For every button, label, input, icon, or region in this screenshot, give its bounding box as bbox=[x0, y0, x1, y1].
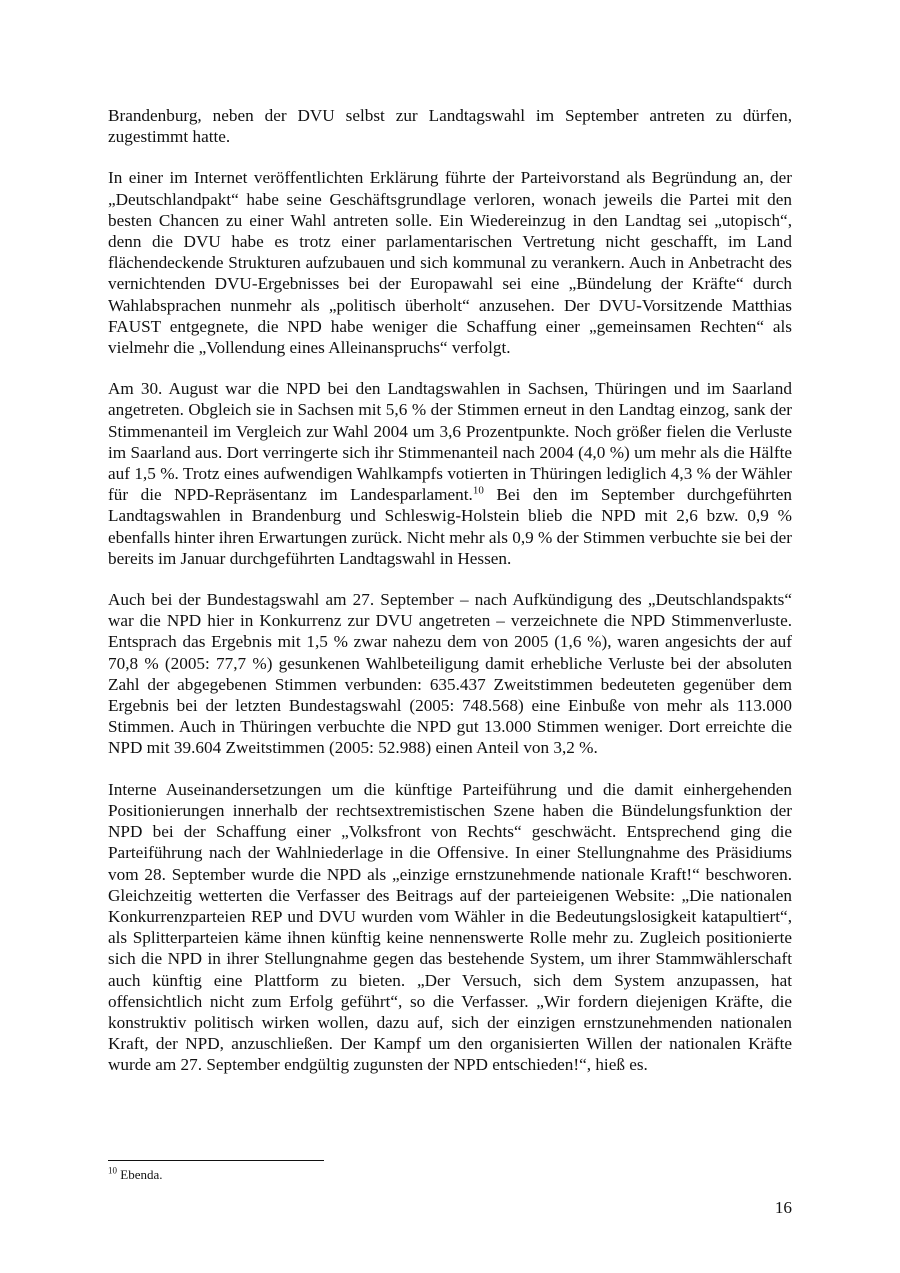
paragraph-1: Brandenburg, neben der DVU selbst zur Landtagswahl im September antreten zu dürfen, zugestimmt hatte. bbox=[108, 106, 792, 147]
footnote bbox=[108, 1167, 162, 1183]
paragraph-3 bbox=[108, 378, 792, 569]
footnote-text: Ebenda. bbox=[117, 1167, 163, 1182]
paragraph-3-text-after: Bei den im September durchgeführten Landtagswahlen in Brandenburg und Schleswig-Holstein blieb die NPD mit 2,6 bzw. 0,9 % ebenfalls hinter ihren Erwartungen zurück. Nicht mehr als 0,9 % der Stimmen verbuchte sie bei der bereits im Januar durchgeführten Landtagswahl in Hessen. bbox=[108, 485, 792, 568]
paragraph-3-text-before: Am 30. August war die NPD bei den Landtagswahlen in Sachsen, Thüringen und im Saarland angetreten. Obgleich sie in Sachsen mit 5,6 % der Stimmen erneut in den Landtag einzog, sank der Stimmenanteil im Vergleich zur Wahl 2004 um 3,6 Prozentpunkte. Noch größer fielen die Verluste im Saarland aus. Dort verringerte sich ihr Stimmenanteil nach 2004 (4,0 %) um mehr als die Hälfte auf 1,5 %. Trotz eines aufwendigen Wahlkampfs votierten in Thüringen lediglich 4,3 % der Wähler für die NPD-Repräsentanz im Landesparlament. bbox=[108, 379, 792, 505]
page-body bbox=[108, 105, 792, 1096]
paragraph-2: In einer im Internet veröffentlichten Erklärung führte der Parteivorstand als Begründung an, der „Deutschlandpakt“ habe seine Geschäftsgrundlage verloren, wonach jeweils die Partei mit den besten Chancen zu einer Wahl antreten solle. Ein Wiedereinzug in den Landtag sei „utopisch“, denn die DVU habe es trotz einer parlamentarischen Vertretung nicht geschafft, im Land flächendeckende Strukturen aufzubauen und sich kommunal zu verankern. Auch in Anbetracht des vernichtenden DVU-Ergebnisses bei der Europawahl sei eine „Bündelung der Kräfte“ durch Wahlabsprachen nunmehr als „politisch überholt“ anzusehen. Der DVU-Vorsitzende Matthias FAUST entgegnete, die NPD habe weniger die Schaffung einer „gemeinsamen Rechten“ als vielmehr die „Vollendung eines Alleinanspruchs“ verfolgt. bbox=[108, 168, 792, 358]
paragraph-5: Interne Auseinandersetzungen um die künftige Parteiführung und die damit einhergehenden Positionierungen innerhalb der rechtsextremistischen Szene haben die Bündelungsfunktion der NPD bei der Schaffung einer „Volksfront von Rechts“ geschwächt. Entsprechend ging die Parteiführung nach der Wahlniederlage in die Offensive. In einer Stellungnahme des Präsidiums vom 28. September wurde die NPD als „einzige ernstzunehmende nationale Kraft!“ beschworen. Gleichzeitig wetterten die Verfasser des Beitrags auf der parteieigenen Website: „Die nationalen Konkurrenzparteien REP und DVU wurden vom Wähler in die Bedeutungslosigkeit katapultiert“, als Splitterparteien käme ihnen künftig keine nennenswerte Rolle mehr zu. Zugleich positionierte sich die NPD in ihrer Stellungnahme gegen das bestehende System, um ihrer Stammwählerschaft auch künftig eine Plattform zu bieten. „Der Versuch, sich dem System anzupassen, hat offensichtlich nicht zum Erfolg geführt“, so die Verfasser. „Wir fordern diejenigen Kräfte, die konstruktiv politisch wirken wollen, dazu auf, sich der einzigen ernstzunehmenden nationalen Kraft, der NPD, anzuschließen. Der Kampf um den organisierten Willen der nationalen Kräfte wurde am 27. September endgültig zugunsten der NPD entschieden!“, hieß es. bbox=[108, 779, 792, 1075]
page-number: 16 bbox=[774, 1198, 792, 1217]
paragraph-4: Auch bei der Bundestagswahl am 27. September – nach Aufkündigung des „Deutschlandspakts“ war die NPD hier in Konkurrenz zur DVU angetreten – verzeichnete die NPD Stimmenverluste. Entsprach das Ergebnis mit 1,5 % zwar nahezu dem von 2005 (1,6 %), waren angesichts der auf 70,8 % (2005: 77,7 %) gesunkenen Wahlbeteiligung damit erhebliche Verluste bei der absoluten Zahl der abgegebenen Stimmen verbunden: 635.437 Zweitstimmen bedeuteten gegenüber dem Ergebnis bei der letzten Bundestagswahl (2005: 748.568) eine Einbuße von mehr als 113.000 Stimmen. Auch in Thüringen verbuchte die NPD gut 13.000 Stimmen weniger. Dort erreichte die NPD mit 39.604 Zweitstimmen (2005: 52.988) einen Anteil von 3,2 %. bbox=[108, 590, 792, 758]
footnote-reference[interactable]: 10 bbox=[472, 484, 484, 497]
footnote-divider bbox=[108, 1160, 324, 1161]
footnote-number: 10 bbox=[108, 1165, 117, 1176]
